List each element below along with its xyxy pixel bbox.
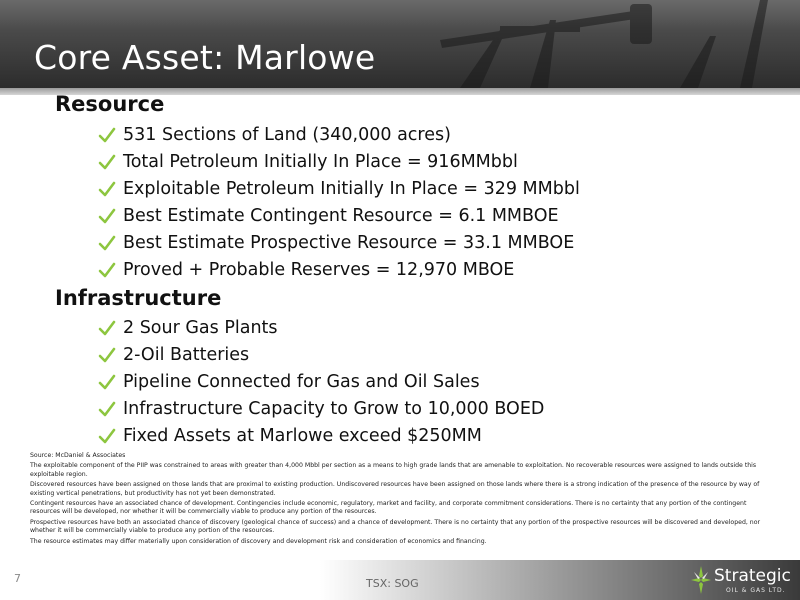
footnote: Discovered resources have been assigned on those lands that are proximal to existing production. Undiscovered resources have been assigned on those lands where there is a strong indication of the presence of the resource by way of existing vertical penetrations, but productivity has not yet been demonstrated. <box>30 481 760 497</box>
footnote: Contingent resources have an associated chance of development. Contingencies include economic, regulatory, market and facility, and corporate commitment considerations. There is no certainty that any portion of the contingent resources will be developed, nor whether it will be commercially viable to produce any portion of the resources. <box>30 500 747 516</box>
check-icon <box>98 153 116 171</box>
check-icon <box>98 261 116 279</box>
ticker-symbol: TSX: SOG <box>366 577 419 590</box>
check-icon <box>98 234 116 252</box>
footnote: Source: McDaniel & Associates <box>30 452 126 459</box>
pumpjack-silhouette-icon <box>380 0 800 88</box>
bullet-item <box>98 176 580 202</box>
logo-subtitle: OIL & GAS LTD. <box>726 587 786 594</box>
footnote: The resource estimates may differ materially upon consideration of discovery and development risk and consideration of economics and financing. <box>30 537 487 545</box>
slide-header <box>0 0 800 88</box>
company-logo <box>690 563 795 597</box>
footnotes <box>30 452 770 548</box>
logo-name: Strategic <box>714 566 791 586</box>
page-number: 7 <box>14 572 21 585</box>
section-heading-resource: Resource <box>55 92 165 116</box>
bullet-item <box>98 149 518 175</box>
bullet-text: Fixed Assets at Marlowe exceed $250MM <box>123 426 482 446</box>
check-icon <box>98 126 116 144</box>
check-icon <box>98 400 116 418</box>
bullet-item <box>98 369 480 395</box>
section-heading-infrastructure: Infrastructure <box>55 286 222 310</box>
star-mark-icon <box>690 565 712 595</box>
bullet-text: 2-Oil Batteries <box>123 345 250 365</box>
bullet-item <box>98 423 482 449</box>
bullet-text: Proved + Probable Reserves = 12,970 MBOE <box>123 260 515 280</box>
bullet-item <box>98 342 249 368</box>
bullet-text: Infrastructure Capacity to Grow to 10,000 BOED <box>123 399 545 419</box>
bullet-item <box>98 230 574 256</box>
footnote: The exploitable component of the PIIP was constrained to areas with greater than 4,000 Mbbl per section as a means to high grade lands that are amenable to exploitation. No recoverable resources were assigned to lands outside this exploitable region. <box>30 462 757 478</box>
check-icon <box>98 346 116 364</box>
bullet-text: 2 Sour Gas Plants <box>123 318 278 338</box>
check-icon <box>98 207 116 225</box>
bullet-text: Exploitable Petroleum Initially In Place = 329 MMbbl <box>123 179 580 199</box>
bullet-item <box>98 122 451 148</box>
bullet-item <box>98 396 544 422</box>
check-icon <box>98 180 116 198</box>
footnote: Prospective resources have both an associated chance of discovery (geological chance of success) and a chance of development. There is no certainty that any portion of the prospective resources will be discovered and developed, nor whether it will be commercially viable to produce any portion of the resources. <box>30 518 761 535</box>
bullet-text: 531 Sections of Land (340,000 acres) <box>123 125 451 145</box>
check-icon <box>98 319 116 337</box>
check-icon <box>98 427 116 445</box>
bullet-item <box>98 203 559 229</box>
bullet-item <box>98 257 514 283</box>
bullet-text: Best Estimate Contingent Resource = 6.1 MMBOE <box>123 206 559 226</box>
slide-title: Core Asset: Marlowe <box>34 38 376 77</box>
bullet-text: Total Petroleum Initially In Place = 916MMbbl <box>123 152 518 172</box>
bullet-item <box>98 315 278 341</box>
check-icon <box>98 373 116 391</box>
bullet-text: Best Estimate Prospective Resource = 33.1 MMBOE <box>123 233 575 253</box>
bullet-text: Pipeline Connected for Gas and Oil Sales <box>123 372 480 392</box>
